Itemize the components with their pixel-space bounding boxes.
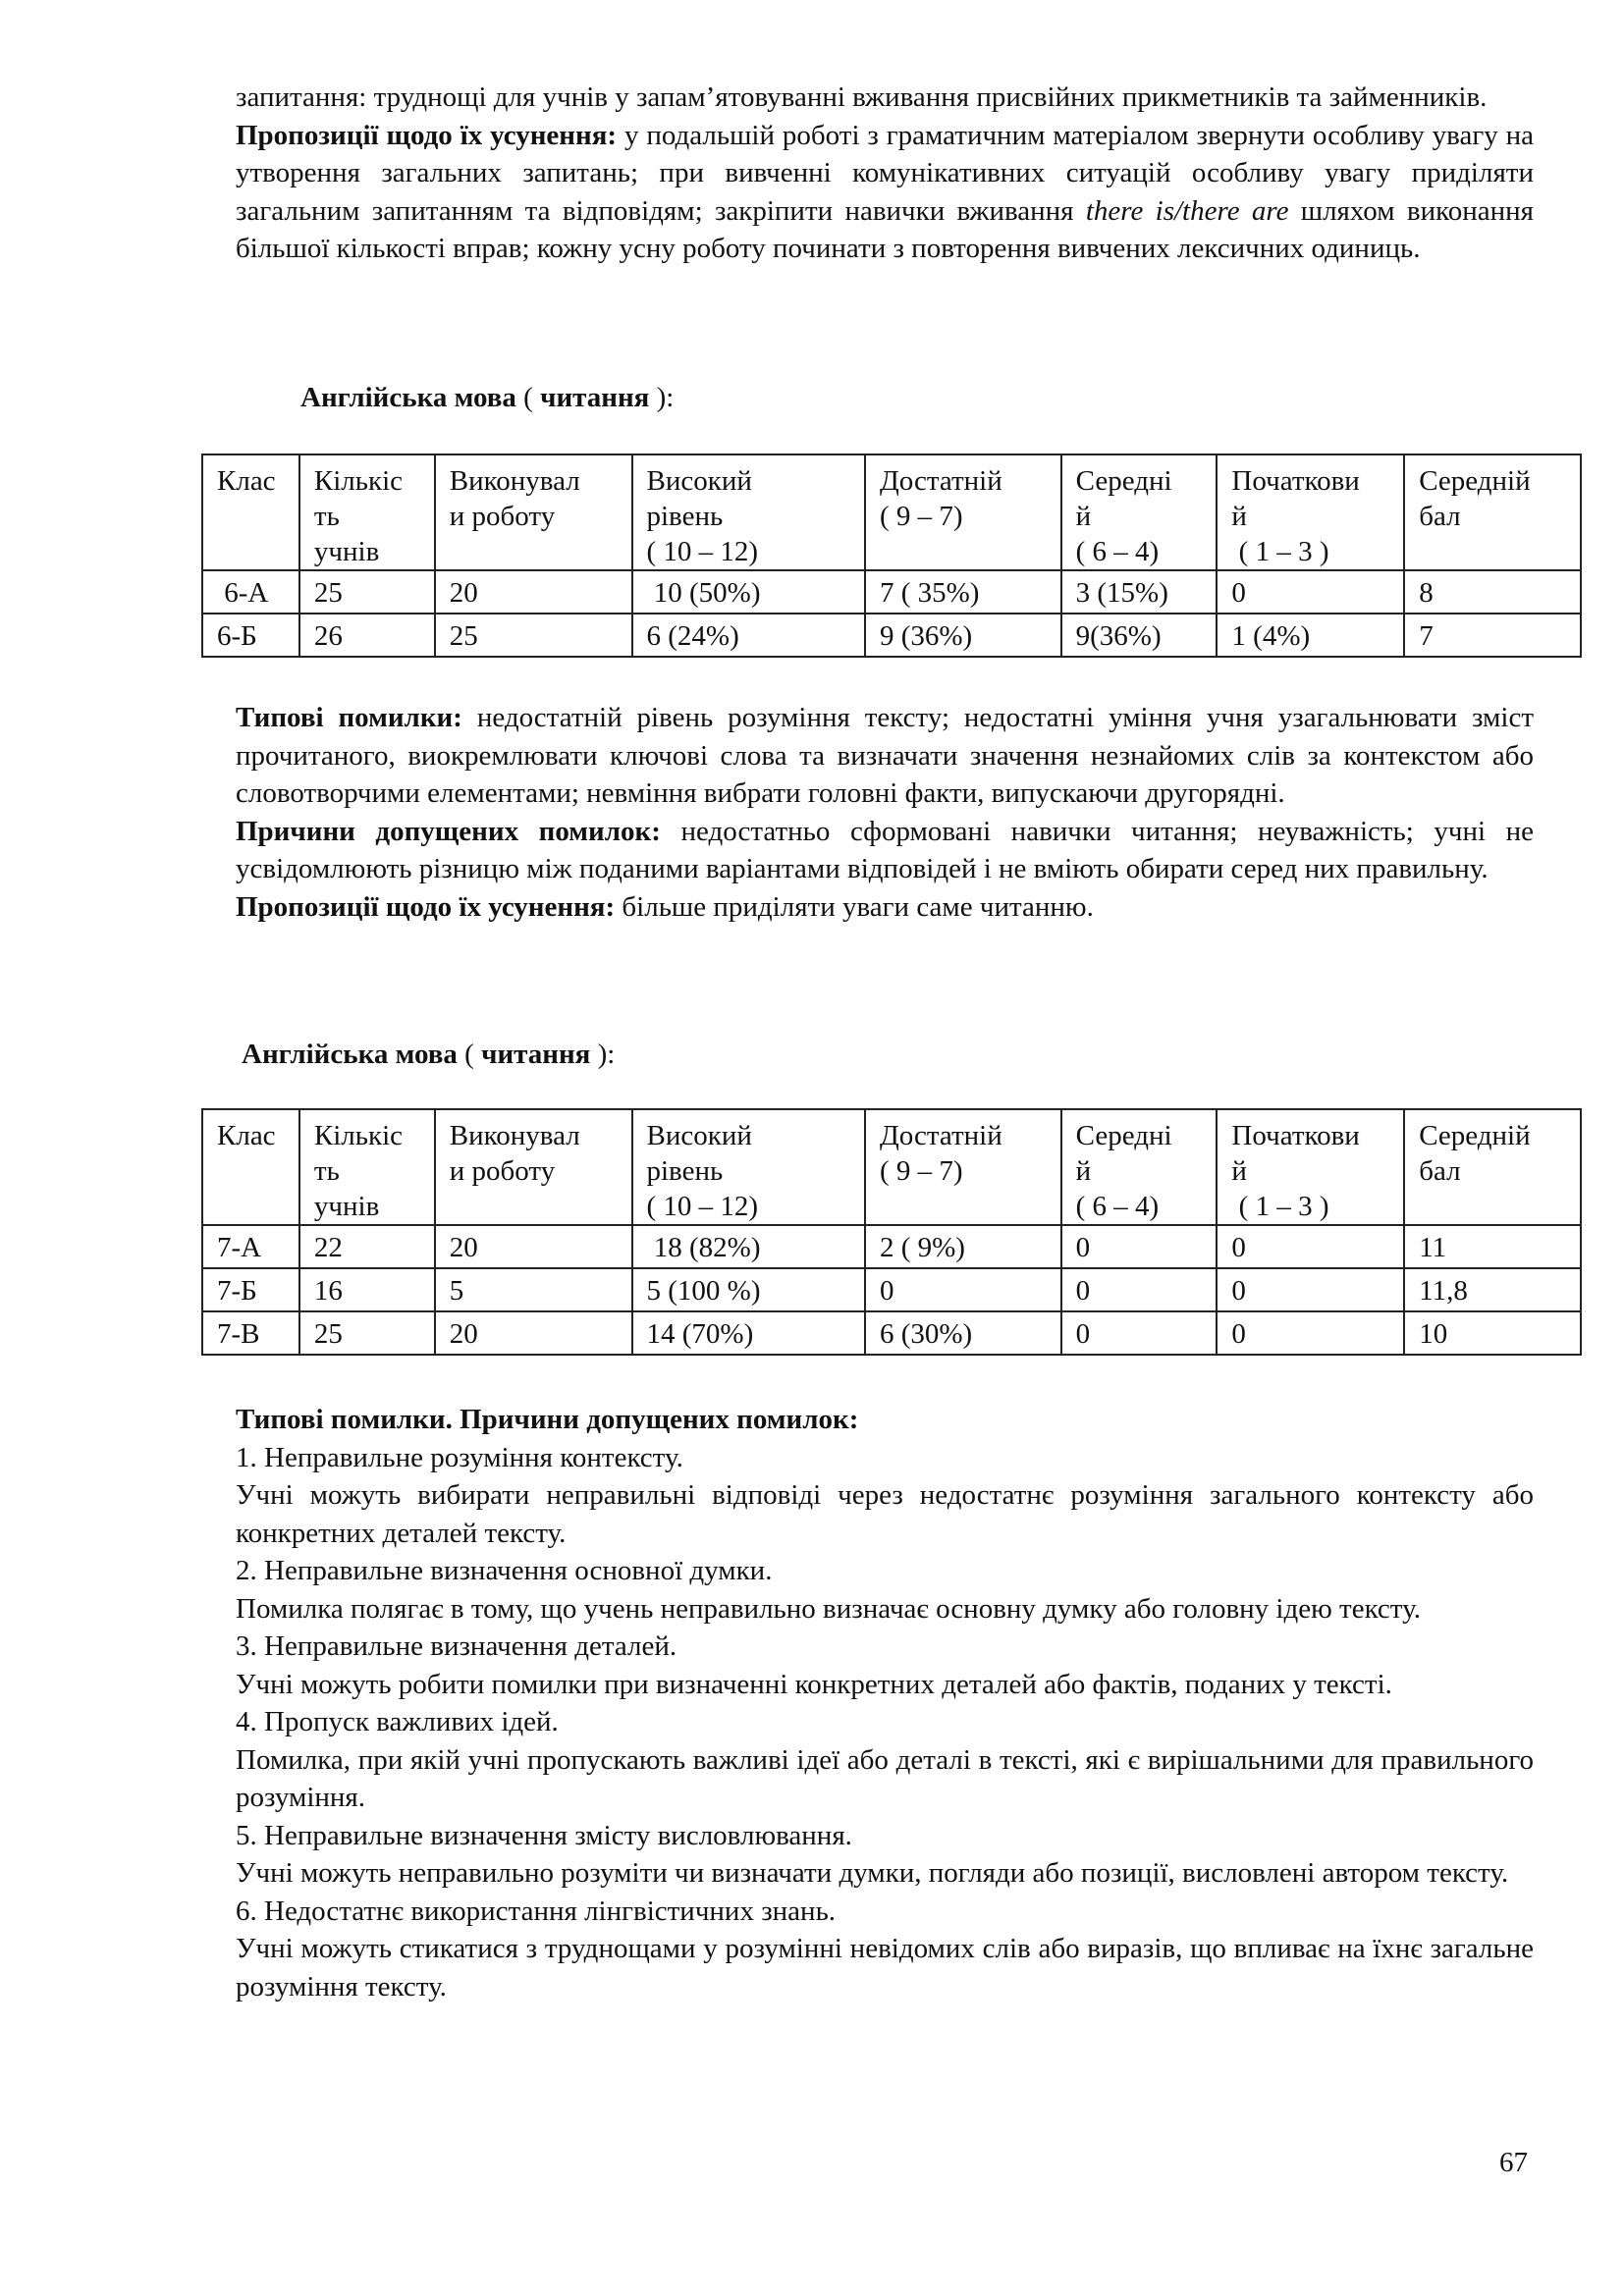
cell-medium: 0: [1061, 1225, 1218, 1268]
cell-completed: 20: [435, 1225, 632, 1268]
section2-analysis: [236, 1401, 1534, 2005]
section1-heading: [300, 379, 674, 416]
list-item-title: 6. Недостатнє використання лінгвістичних знань.: [236, 1895, 837, 1927]
causes-paragraph: [236, 813, 1534, 888]
cell-average: 10: [1404, 1311, 1581, 1355]
cell-average: 7: [1404, 614, 1581, 657]
proposals-paragraph: [236, 888, 1534, 927]
cell-students: 22: [299, 1225, 435, 1268]
proposals-text: більше приділяти уваги саме читанню.: [615, 890, 1094, 923]
cell-completed: 5: [435, 1268, 632, 1311]
heading-paren-close: ):: [590, 1039, 616, 1070]
heading-subject: Англійська мова: [300, 382, 516, 413]
cell-students: 16: [299, 1268, 435, 1311]
proposals-italic: there is/there are: [1085, 194, 1289, 227]
causes-text: недостатньо сформовані навички читання; неуважність; учні не усвідомлюють різницю між поданими варіантами відповідей і не вміють обирати серед них правильну.: [236, 815, 1534, 884]
heading-paren-close: ):: [649, 382, 675, 413]
cell-medium: 0: [1061, 1268, 1218, 1311]
section1-analysis: [236, 699, 1534, 926]
header-cell: Середній бал: [1404, 1109, 1581, 1225]
proposals-text-b: шляхом виконання більшої кількості вправ; кожну усну роботу починати з повторення вивчених лексичних одиниць.: [236, 194, 1534, 264]
cell-class: 7-Б: [202, 1268, 299, 1311]
page-number: 67: [1499, 2147, 1528, 2178]
header-cell: Високий рівень ( 10 – 12): [632, 1109, 865, 1225]
proposals-text-a: у подальшій роботі з граматичним матеріалом звернути особливу увагу на утворення загальних запитань; при вивченні комунікативних ситуацій особливу увагу приділяти загальним запитанням та відповідям; закріпити навички вживання: [236, 119, 1534, 227]
header-cell: Високий рівень ( 10 – 12): [632, 454, 865, 570]
cell-initial: 0: [1217, 1225, 1404, 1268]
heading-subject: Англійська мова: [242, 1039, 458, 1070]
cell-high: 14 (70%): [632, 1311, 865, 1355]
cell-initial: 0: [1217, 570, 1404, 614]
cell-initial: 0: [1217, 1268, 1404, 1311]
header-cell: Середній бал: [1404, 454, 1581, 570]
header-cell: Кількіс ть учнів: [299, 1109, 435, 1225]
table-row: [202, 1268, 1581, 1311]
header-cell: Клас: [202, 454, 299, 570]
list-item-text: Учні можуть неправильно розуміти чи визначати думки, погляди або позиції, висловлені автором тексту.: [236, 1857, 1509, 1889]
cell-high: 10 (50%): [632, 570, 865, 614]
list-heading: Типові помилки. Причини допущених помилок:: [236, 1404, 859, 1435]
header-cell: Достатній ( 9 – 7): [865, 1109, 1061, 1225]
cell-average: 11: [1404, 1225, 1581, 1268]
cell-high: 18 (82%): [632, 1225, 865, 1268]
section2-heading: [242, 1036, 615, 1073]
list-item-title: 4. Пропуск важливих ідей.: [236, 1706, 559, 1737]
cell-initial: 1 (4%): [1217, 614, 1404, 657]
errors-label: Типові помилки:: [236, 702, 462, 733]
header-cell: Достатній ( 9 – 7): [865, 454, 1061, 570]
list-item-title: 5. Неправильне визначення змісту висловлювання.: [236, 1819, 852, 1851]
cell-initial: 0: [1217, 1311, 1404, 1355]
errors-paragraph: [236, 699, 1534, 813]
cell-sufficient: 2 ( 9%): [865, 1225, 1061, 1268]
cell-completed: 20: [435, 1311, 632, 1355]
cell-high: 6 (24%): [632, 614, 865, 657]
cell-students: 25: [299, 570, 435, 614]
cell-sufficient: 7 ( 35%): [865, 570, 1061, 614]
cell-average: 11,8: [1404, 1268, 1581, 1311]
intro-block: [236, 79, 1534, 268]
cell-sufficient: 6 (30%): [865, 1311, 1061, 1355]
errors-text: недостатній рівень розуміння тексту; недостатні уміння учня узагальнювати зміст прочитаного, виокремлювати ключові слова та визначати значення незнайомих слів за контекстом або словотворчими елементами; невміння вибрати головні факти, випускаючи другорядні.: [236, 702, 1534, 809]
list-item-text: Учні можуть вибирати неправильні відповіді через недостатнє розуміння загального контексту або конкретних деталей тексту.: [236, 1479, 1534, 1549]
proposals-label: Пропозиції щодо їх усунення:: [236, 890, 616, 923]
cell-class: 6-Б: [202, 614, 299, 657]
list-item-text: Учні можуть стикатися з труднощами у розумінні невідомих слів або виразів, що впливає на їхнє загальне розуміння тексту.: [236, 1933, 1534, 2002]
cell-medium: 3 (15%): [1061, 570, 1218, 614]
cell-completed: 20: [435, 570, 632, 614]
cell-sufficient: 9 (36%): [865, 614, 1061, 657]
cell-sufficient: 0: [865, 1268, 1061, 1311]
header-cell: Середні й ( 6 – 4): [1061, 1109, 1218, 1225]
cell-high: 5 (100 %): [632, 1268, 865, 1311]
header-cell: Клас: [202, 1109, 299, 1225]
table-header-row: [202, 1109, 1581, 1225]
heading-paren-open: (: [457, 1039, 482, 1070]
table-row: [202, 614, 1581, 657]
grades-table-grade6: [201, 454, 1582, 658]
causes-label: Причини допущених помилок:: [236, 815, 661, 847]
cell-students: 26: [299, 614, 435, 657]
list-item-text: Помилка, при якій учні пропускають важливі ідеї або деталі в тексті, які є вирішальними для правильного розуміння.: [236, 1743, 1534, 1813]
cell-medium: 9(36%): [1061, 614, 1218, 657]
table-row: [202, 1311, 1581, 1355]
list-item-title: 3. Неправильне визначення деталей.: [236, 1630, 677, 1662]
header-cell: Виконувал и роботу: [435, 1109, 632, 1225]
proposals-label: Пропозиції щодо їх усунення:: [236, 119, 618, 151]
header-cell: Виконувал и роботу: [435, 454, 632, 570]
header-cell: Початкови й ( 1 – 3 ): [1217, 454, 1404, 570]
intro-text: запитання: труднощі для учнів у запам’ятовуванні вживання присвійних прикметників та займенників.: [236, 81, 1488, 113]
heading-paren-open: (: [515, 382, 541, 413]
cell-average: 8: [1404, 570, 1581, 614]
cell-class: 7-В: [202, 1311, 299, 1355]
header-cell: Початкови й ( 1 – 3 ): [1217, 1109, 1404, 1225]
table-row: [202, 1225, 1581, 1268]
cell-medium: 0: [1061, 1311, 1218, 1355]
list-item-text: Помилка полягає в тому, що учень неправильно визначає основну думку або головну ідею тексту.: [236, 1592, 1421, 1625]
table-row: [202, 570, 1581, 614]
header-cell: Кількіс ть учнів: [299, 454, 435, 570]
heading-skill: читання: [481, 1039, 591, 1070]
heading-skill: читання: [540, 382, 650, 413]
table-header-row: [202, 454, 1581, 570]
cell-class: 6-А: [202, 570, 299, 614]
cell-students: 25: [299, 1311, 435, 1355]
cell-class: 7-А: [202, 1225, 299, 1268]
list-item-text: Учні можуть робити помилки при визначенні конкретних деталей або фактів, поданих у тексті.: [236, 1668, 1392, 1700]
grades-table-grade7: [201, 1108, 1582, 1356]
list-item-title: 2. Неправильне визначення основної думки.: [236, 1555, 773, 1586]
intro-paragraph: [236, 79, 1534, 268]
cell-completed: 25: [435, 614, 632, 657]
list-item-title: 1. Неправильне розуміння контексту.: [236, 1441, 683, 1473]
header-cell: Середні й ( 6 – 4): [1061, 454, 1218, 570]
